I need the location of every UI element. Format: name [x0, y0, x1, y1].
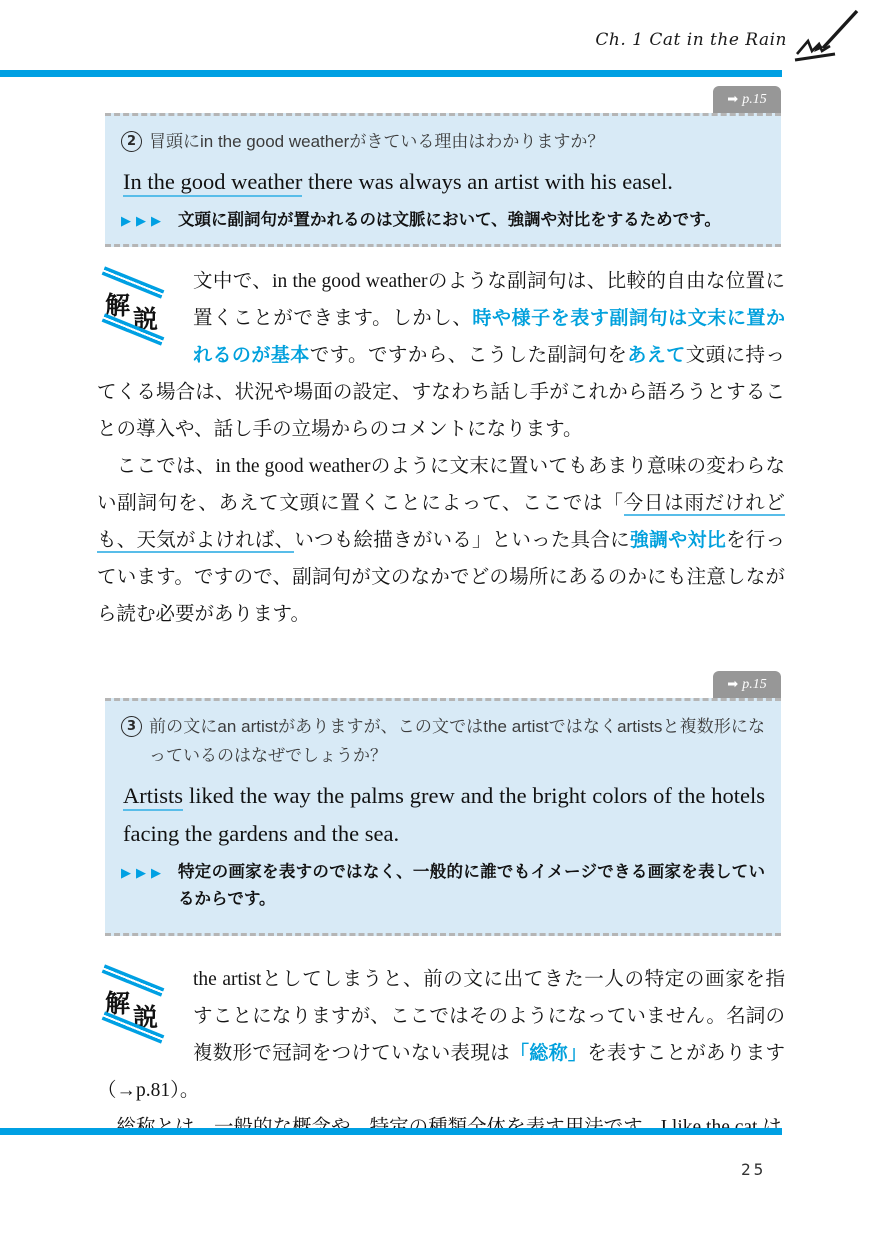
page-ref-tag-q2	[713, 86, 781, 113]
page-ref-label: p.15	[742, 676, 767, 692]
highlight-blue-bold: 時や様子を表す副詞句は文末に置かれるのが基本	[193, 307, 785, 366]
question-3-number-badge: 3	[121, 716, 142, 737]
inline-latin: in the good weather	[215, 456, 371, 477]
highlight-blue-underline: 今日は雨だけれども、天気がよければ、	[97, 493, 785, 551]
kaisetsu-badge	[97, 965, 179, 1049]
page-ref-tag-q3	[713, 671, 781, 698]
explanation-block-2	[97, 961, 785, 1146]
underlined-phrase: In the good weather	[123, 169, 302, 197]
question-2-latin: in the good weather	[200, 132, 350, 151]
answer-2-row	[121, 206, 765, 235]
page-number: 25	[741, 1160, 767, 1179]
question-2-number-badge: 2	[121, 131, 142, 152]
question-2-row	[121, 127, 765, 157]
explanation-1-paragraph-1: 文中で、in the good weatherのような副詞句は、比較的自由な位置に置くことができます。しかし、時や様子を表す副詞句は文末に置かれるのが基本です。ですから、こうした副詞句をあえて文頭に持ってくる場合は、状況や場面の設定、すなわち話し手がこれから語ろうとすることの導入や、話し手の立場からのコメントになります。	[97, 271, 785, 440]
explanation-1-paragraph-2: ここでは、in the good weatherのように文末に置いてもあまり意味の変わらない副詞句を、あえて文頭に置くことによって、ここでは「今日は雨だけれども、天気がよければ、いつも絵描きがいる」といった具合に強調や対比を行っています。ですので、副詞句が文のなかでどの場所にあるのかにも注意しながら読む必要があります。	[97, 456, 785, 625]
chapter-title: Ch. 1 Cat in the Rain	[595, 30, 787, 50]
question-3-latin: artists	[617, 717, 663, 736]
question-2-text: 冒頭にin the good weatherがきている理由はわかりますか？	[149, 132, 605, 152]
arrow-right-icon: ➡	[727, 677, 739, 692]
kaisetsu-label-char1: 解	[105, 291, 131, 320]
answer-2-text: 文頭に副詞句が置かれるのは文脈において、強調や対比をするためです。	[178, 210, 721, 229]
question-3-latin: the artist	[483, 717, 549, 736]
highlight-blue-bold: あえて	[627, 344, 686, 366]
question-box-2	[105, 113, 781, 247]
explanation-2-paragraph-1: the artistとしてしまうと、前の文に出てきた一人の特定の画家を指すことになりますが、ここではそのようになっていません。名詞の複数形で冠詞をつけていない表現は「総称」を表すことがあります（→p.81）。	[97, 969, 785, 1101]
pen-icon	[791, 8, 861, 66]
quote-sentence-3: Artists liked the way the palms grew and the bright colors of the hotels facing the gardens and the sea.	[123, 783, 765, 846]
header-rule	[0, 70, 782, 77]
kaisetsu-label-char1: 解	[105, 989, 131, 1018]
question-3-latin: an artist	[217, 717, 278, 736]
arrow-right-icon: ➡	[727, 92, 739, 107]
triangle-marker-icon: ▶▶▶	[121, 866, 166, 881]
highlight-blue-bold: 強調や対比	[629, 529, 726, 551]
underlined-phrase: Artists	[123, 783, 183, 811]
answer-3-text: 特定の画家を表すのではなく、一般的に誰でもイメージできる画家を表しているからです。	[178, 862, 765, 908]
kaisetsu-label-char2: 説	[133, 305, 159, 334]
question-box-3	[105, 698, 781, 936]
inline-latin: in the good weather	[272, 271, 428, 292]
answer-3-row	[121, 858, 765, 912]
explanation-block-1	[97, 263, 785, 633]
kaisetsu-badge	[97, 267, 179, 351]
footer-rule	[0, 1128, 782, 1135]
highlight-blue-bold: 「総称」	[509, 1042, 588, 1064]
page-ref-label: p.15	[742, 91, 767, 107]
triangle-marker-icon: ▶▶▶	[121, 214, 166, 229]
question-3-row	[121, 712, 765, 771]
question-3-text: 前の文にan artistがありますが、この文ではthe artistではなくartistsと複数形になっているのはなぜでしょうか？	[149, 717, 766, 766]
kaisetsu-label-char2: 説	[133, 1003, 159, 1032]
inline-latin: the artist	[193, 969, 262, 990]
quote-sentence-2: In the good weather there was always an artist with his easel.	[123, 163, 765, 201]
